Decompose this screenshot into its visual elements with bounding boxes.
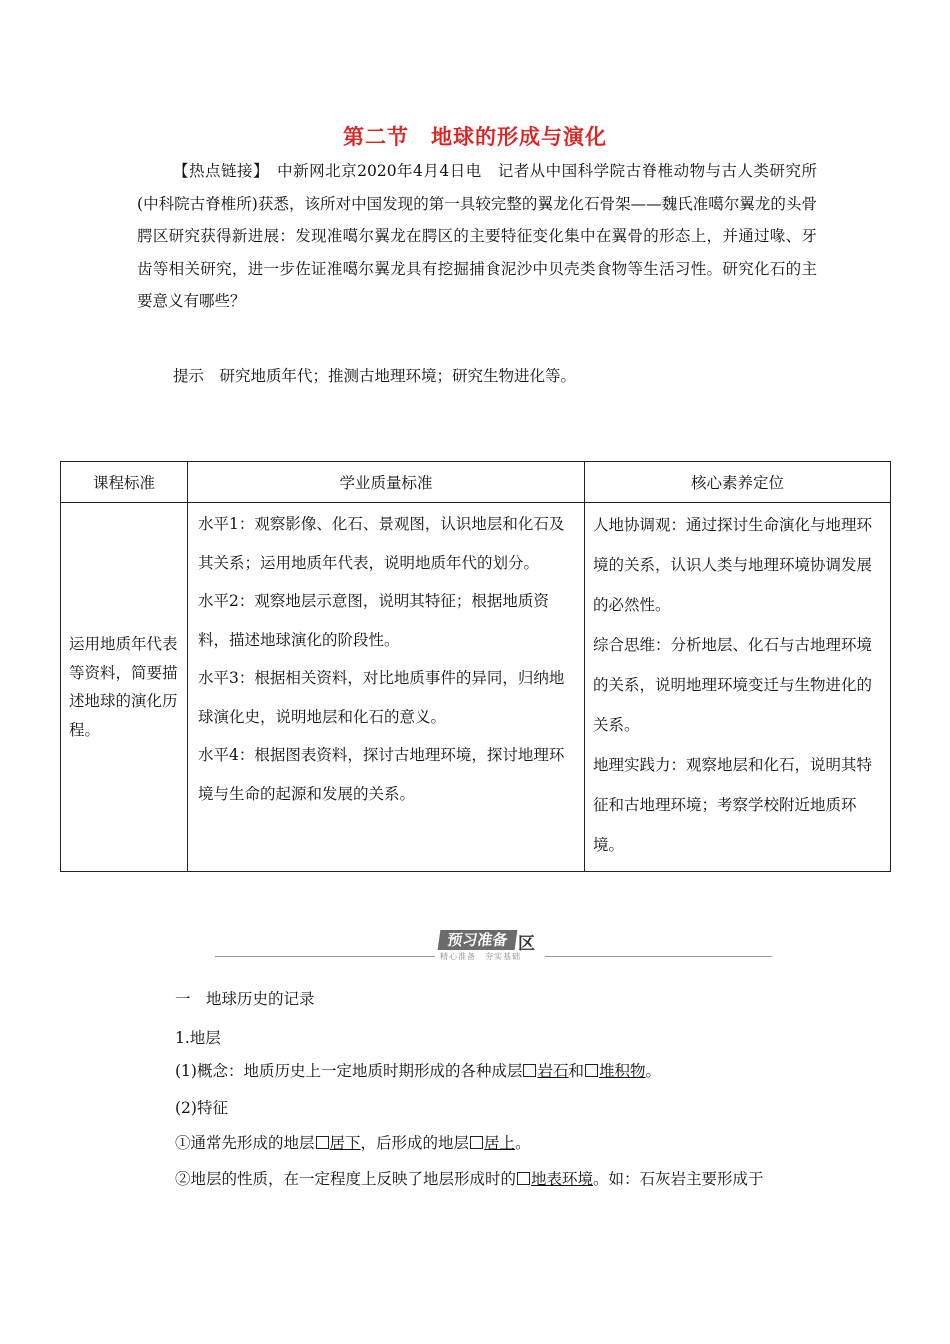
feature2-end: 。如：石灰岩主要形成于: [593, 1170, 764, 1188]
content-sub-heading: 1.地层: [175, 1029, 221, 1047]
feature1-end: 。: [515, 1134, 531, 1152]
header-course-standard: 课程标准: [61, 462, 188, 503]
quality-level-3: 水平3：根据相关资料，对比地质事件的异同，归纳地球演化史，说明地层和化石的意义。: [198, 669, 565, 726]
header-core-literacy: 核心素养定位: [585, 462, 891, 503]
feature-line-1: [175, 1131, 531, 1153]
core-literacy-2: 综合思维：分析地层、化石与古地理环境的关系，说明地理环境变迁与生物进化的关系。: [593, 636, 873, 734]
table-row: [61, 503, 891, 872]
blank-box-icon: [517, 1172, 530, 1185]
table-header-row: [61, 462, 891, 503]
hotlink-paragraph: [137, 155, 817, 318]
feature1-mid: ，后形成的地层: [360, 1134, 470, 1152]
quality-standard-cell: [188, 503, 585, 872]
preview-banner: [215, 929, 772, 963]
feature1-answer-2: 居上: [484, 1134, 516, 1152]
hotlink-tag: 【热点链接】: [173, 162, 262, 180]
banner-label: 预习准备: [438, 930, 518, 950]
quality-level-4: 水平4：根据图表资料，探讨古地理环境，探讨地理环境与生命的起源和发展的关系。: [198, 746, 565, 803]
hint-paragraph: 提示 研究地质年代；推测古地理环境；研究生物进化等。: [173, 367, 577, 385]
section-title: 第二节 地球的形成与演化: [343, 125, 607, 149]
concept-end: 。: [645, 1062, 662, 1080]
quality-level-1: 水平1：观察影像、化石、景观图，认识地层和化石及其关系；运用地质年代表，说明地质年代的划分。: [198, 515, 565, 572]
feature1-answer-1: 居下: [329, 1134, 361, 1152]
feature2-answer: 地表环境: [531, 1170, 594, 1188]
concept-mid: 和: [568, 1062, 584, 1080]
standards-table: [60, 461, 891, 872]
banner-subtitle: 精心准备 夯实基础: [440, 952, 521, 961]
core-literacy-cell: [585, 503, 891, 872]
banner-suffix: 区: [518, 934, 535, 954]
blank-box-icon: [585, 1064, 598, 1077]
blank-box-icon: [523, 1064, 536, 1077]
banner-divider-left: [215, 956, 435, 957]
concept-answer-1: 岩石: [537, 1062, 569, 1080]
core-literacy-3: 地理实践力：观察地层和化石，说明其特征和古地理环境；考察学校附近地质环境。: [593, 756, 873, 854]
feature1-prefix: ①通常先形成的地层: [175, 1134, 315, 1152]
blank-box-icon: [316, 1136, 329, 1149]
concept-prefix: (1)概念：地质历史上一定地质时期形成的各种成层: [175, 1062, 523, 1080]
feature-line-2: [175, 1167, 764, 1189]
content-heading: 一 地球历史的记录: [175, 990, 315, 1008]
hotlink-text: 中新网北京2020年4月4日电 记者从中国科学院古脊椎动物与古人类研究所(中科院古脊椎所)获悉，该所对中国发现的第一具较完整的翼龙化石骨架——魏氏准噶尔翼龙的头骨腭区研究获得新进展：发现准噶尔翼龙在腭区的主要特征变化集中在翼骨的形态上，并通过喙、牙齿等相关研究，进一步佐证准噶尔翼龙具有挖掘捕食泥沙中贝壳类食物等生活习性。研究化石的主要意义有哪些？: [137, 162, 817, 310]
course-standard-cell: 运用地质年代表等资料，简要描述地球的演化历程。: [61, 503, 188, 872]
blank-box-icon: [470, 1136, 483, 1149]
core-literacy-1: 人地协调观：通过探讨生命演化与地理环境的关系，认识人类与地理环境协调发展的必然性。: [593, 516, 873, 614]
concept-line: [175, 1059, 661, 1081]
header-quality-standard: 学业质量标准: [188, 462, 585, 503]
concept-answer-2: 堆积物: [599, 1062, 646, 1080]
banner-divider-right: [545, 956, 772, 957]
quality-level-2: 水平2：观察地层示意图，说明其特征；根据地质资料，描述地球演化的阶段性。: [198, 592, 549, 649]
feature2-prefix: ②地层的性质，在一定程度上反映了地层形成时的: [175, 1170, 517, 1188]
feature-heading: (2)特征: [175, 1099, 228, 1117]
